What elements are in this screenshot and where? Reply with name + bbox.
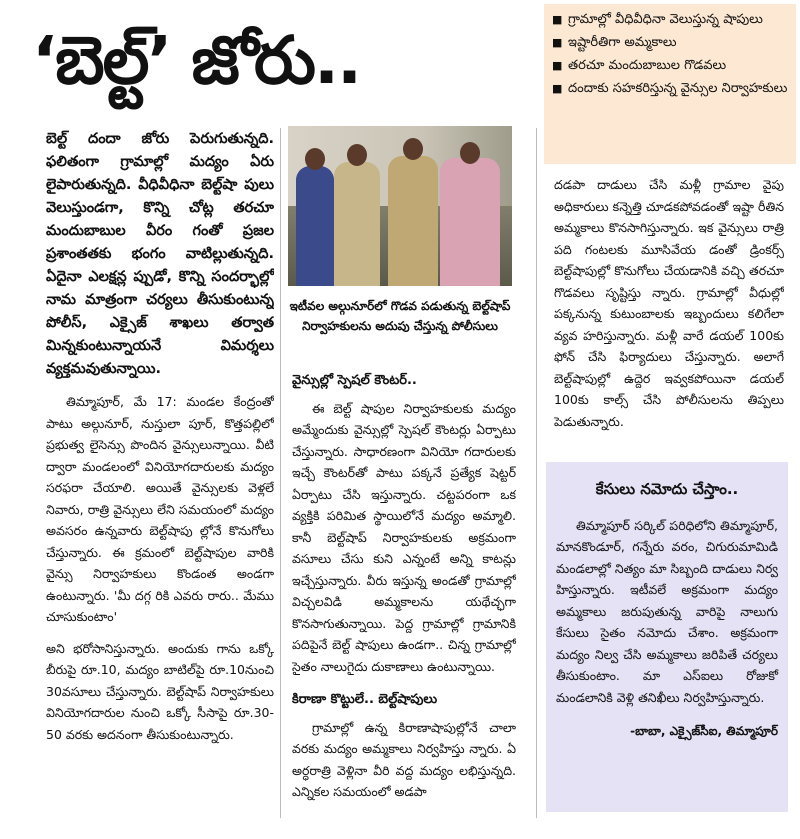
highlight-text: గ్రామాల్లో వీధివీధినా వెలుస్తున్న షాపులు bbox=[568, 12, 763, 27]
police-figure bbox=[388, 156, 438, 286]
highlight-item bbox=[552, 31, 788, 54]
article-column-2 bbox=[292, 370, 516, 820]
body-paragraph: దడపా దాడులు చేసి మళ్లీ గ్రామాల వైపు అధికారులు కన్నెత్తి చూడకపోవడంతో ఇష్టా రీతిన అమ్మకాలు కొనసాగిస్తున్నారు. ఇక వైన్సులు రాత్రి పది గంటలకు మూసివేయ డంతో డ్రింకర్స్ బెల్ట్‌షాపుల్లో కొనుగోలు చేయడానికి వచ్చి తరచూ గొడవలు సృష్టిస్తు న్నారు. గ్రామాల్లో వీధుల్లో పక్కనున్న కుటుంబాలకు ఇబ్బందులు కలిగేలా వ్యవ హరిస్తున్నారు. మళ్లీ వారే డయల్ 100కు ఫోన్ చేసి ఫిర్యాదులు చేస్తున్నారు. అలాగే బెల్ట్‌షాపుల్లో ఉద్దెర ఇవ్వకపోయినా డయల్ 100కు కాల్స్ చేసి పోలీసులను తిప్పలు పెడుతున్నారు. bbox=[554, 177, 784, 429]
highlight-item bbox=[552, 77, 788, 100]
head-shape bbox=[305, 148, 325, 170]
person-figure bbox=[440, 158, 500, 286]
lead-paragraph: బెల్ట్ దందా జోరు పెరుగుతున్నది. ఫలితంగా గ్రామాల్లో మద్యం ఏరు లైపారుతున్నది. వీధివీధినా బెల్ట్‌షా పులు వెలుస్తుండగా, కొన్ని చోట్ల తరచూ మందుబాబుల వీరం గంతో ప్రజల ప్రశాంతతకు భంగం వాటిల్లుతున్నది. ఏదైనా ఎలక్షన్ల ప్పుడో, కొన్ని సందర్భాల్లో నామ మాత్రంగా చర్యలు తీసుకుంటున్న పోలీస్, ఎక్సైజ్ శాఖలు తర్వాత మిన్నకుంటున్నాయనే విమర్శలు వ్యక్తమవుతున్నాయి. bbox=[46, 131, 274, 377]
highlights-box bbox=[544, 4, 796, 164]
article-column-3 bbox=[554, 174, 784, 444]
body-paragraph: తిమ్మాపూర్, మే 17: మండల కేంద్రంతో పాటు అల్గునూర్, నుస్తులా పూర్, కొత్తపల్లిలో ప్రభుత్వ లైసెన్సు పొందిన వైన్సులున్నాయి. వీటి ద్వారా మండలంలో వినియోగదారులకు మద్యం సరఫరా చేయాలి. అయితే వైన్సులకు వెళ్లలే నివారు, రాత్రి వైన్సులు లేని సమయంలో మద్యం అవసరం ఉన్నవారు బెల్ట్‌షాపు ల్లోనే కొనుగోలు చేస్తున్నారు. ఈ క్రమంలో బెల్ట్‌షాపుల వారికి వైన్సు నిర్వాహకులు కొండంత అండగా ఉంటున్నారు. 'మీ దగ్గ రికి ఎవరు రారు.. మేము చూసుకుంటాం' bbox=[46, 394, 274, 624]
head-shape bbox=[347, 144, 367, 166]
person-figure bbox=[296, 166, 334, 286]
quote-sidebar bbox=[546, 462, 788, 812]
highlight-text: తరచూ మందుబాబుల గొడవలు bbox=[568, 58, 727, 73]
article-column-1 bbox=[46, 128, 274, 818]
highlight-text: ఇష్టారీతిగా అమ్మకాలు bbox=[568, 35, 677, 50]
body-paragraph: అని భరోసానిస్తున్నారు. అందుకు గాను ఒక్కో బీరుపై రూ.10, మద్యం బాటిల్‌పై రూ.10నుంచి 30వసూలు చేస్తున్నారు. బెల్ట్‌షాప్ నిర్వాహకులు వినియోగదారుల నుంచి ఒక్కో సీసాపై రూ.30-50 వరకు అదనంగా తీసుకుంటున్నారు. bbox=[46, 640, 274, 742]
highlight-text: దందాకు సహకరిస్తున్న వైన్సుల నిర్వాహకులు bbox=[568, 81, 788, 96]
subheading: వైన్సుల్లో స్పెషల్ కౌంటర్.. bbox=[292, 373, 417, 388]
news-photo bbox=[288, 126, 512, 286]
head-shape bbox=[460, 142, 480, 164]
sidebar-body: తిమ్మాపూర్ సర్కిల్ పరిధిలోని తిమ్మాపూర్, మానకొండూర్, గన్నేరు వరం, చిగురుమామిడి మండలాల్లో నిత్యం మా సిబ్బంది దాడులు నిర్వ హిస్తున్నారు. ఇటీవలే అక్రమంగా మద్యం అమ్మకాలు జరుపుతున్న వారిపై నాలుగు కేసులు సైతం నమోదు చేశాం. అక్రమంగా మద్యం నిల్వ చేసి అమ్మకాలు జరిపితే చర్యలు తీసుకుంటాం. మా ఎస్‌ఐలు రోజుకో మండలానికి వెళ్లి తనిఖీలు నిర్వహిస్తున్నారు. bbox=[556, 517, 778, 705]
sidebar-title: కేసులు నమోదు చేస్తాం.. bbox=[595, 480, 739, 498]
highlight-item bbox=[552, 8, 788, 31]
head-shape bbox=[403, 138, 423, 160]
photo-caption: ఇటీవల అల్గునూర్‌లో గొడవ పడుతున్న బెల్ట్‌షాప్ నిర్వాహకులను అదుపు చేస్తున్న పోలీసులు bbox=[289, 299, 511, 333]
body-paragraph: గ్రామాల్లో ఉన్న కిరాణాషాపుల్లోనే చాలా వరకు మద్యం అమ్మకాలు నిర్వహిస్తు న్నారు. ఏ అర్ధరాత్రి వెళ్లినా వీరి వద్ద మద్యం లభిస్తున్నది. ఎన్నికల సమయంలో అడపా bbox=[292, 719, 516, 799]
subheading: కిరాణా కొట్టులే.. బెల్ట్‌షాపులు bbox=[292, 692, 438, 707]
column-divider bbox=[280, 128, 281, 818]
sidebar-credit: -బాబా, ఎక్సైజ్‌సీఐ, తిమ్మాపూర్ bbox=[630, 723, 778, 738]
body-paragraph: ఈ బెల్ట్ షాపుల నిర్వాహకులకు మద్యం అమ్మేందుకు వైన్సుల్లో స్పెషల్ కౌంటర్లు ఏర్పాటు చేస్తున్నారు. సాధారణంగా వినియో గదారులకు ఇచ్చే కౌంటర్‌తో పాటు పక్కనే ప్రత్యేక షెట్టర్ ఏర్పాటు చేసి ఇస్తున్నారు. చట్టపరంగా ఒక వ్యక్తికి పరిమిత స్థాయిలోనే మద్యం అమ్మాలి. కానీ బెల్ట్‌షాప్ నిర్వాహకులకు అక్రమంగా వసూలు చేసు కుని ఎన్నంటే అన్ని కాటన్లు ఇచ్చేస్తున్నారు. వీరు ఇస్తున్న అండతో గ్రామాల్లో విచ్చలవిడి అమ్మకాలను యథేచ్ఛగా కొనసాగుతున్నాయి. పెద్ద గ్రామాల్లో గ్రామానికి పదిపైనే బెల్ట్ షాపులు ఉండగా.. చిన్న గ్రామాల్లో సైతం నాలుగైదు దుకాణాలు ఉంటున్నాయి. bbox=[292, 400, 516, 674]
column-divider bbox=[536, 128, 537, 818]
bullet-icon: ■ bbox=[552, 13, 563, 26]
bullet-icon: ■ bbox=[552, 82, 563, 95]
bullet-icon: ■ bbox=[552, 36, 563, 49]
headline: ‘బెల్ట్’ జోరు.. bbox=[32, 22, 361, 99]
police-figure bbox=[334, 162, 380, 286]
highlight-item bbox=[552, 54, 788, 77]
bullet-icon: ■ bbox=[552, 59, 563, 72]
